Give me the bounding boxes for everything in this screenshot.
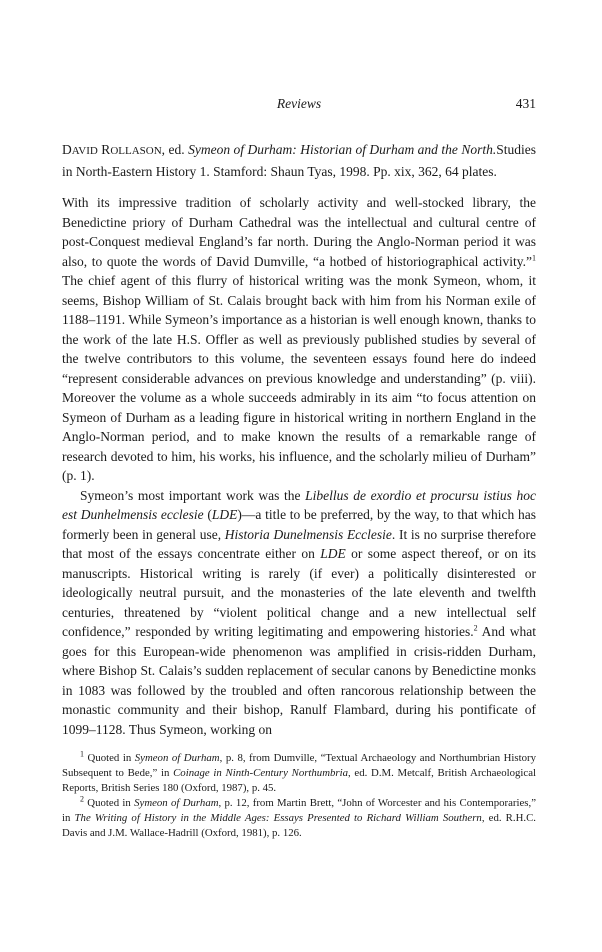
footnote-title: Symeon of Durham [134, 797, 219, 809]
lde-abbr: LDE [320, 546, 346, 561]
book-title: Symeon of Durham: Historian of Durham and the North. [188, 142, 497, 157]
footnote-text: , ed. R.H.C. Davis and J.M. Wallace-Hadrill (Oxford, 1981), p. 126. [62, 812, 536, 839]
footnote-title: The Writing of History in the Middle Ages: Essays Presented to Richard William Southern [74, 812, 482, 824]
footnote-number: 2 [80, 794, 84, 804]
footnote-ref-2: 2 [473, 623, 478, 633]
historia-title: Historia Dunelmensis Ecclesie [224, 526, 392, 542]
footnote-text: , p. 8, from Dumville, “Textual Archaeology and Northumbrian History Subsequent to Bede,” in [62, 752, 537, 779]
footnote-title: Symeon of Durham [134, 752, 220, 764]
editor-first-rest: AVID [71, 145, 98, 157]
lde-abbr: LDE [211, 507, 238, 522]
review-body [62, 193, 536, 739]
running-title: Reviews [276, 96, 322, 111]
p2-text-b: ( [203, 507, 212, 522]
book-citation [62, 140, 536, 181]
footnote-number: 1 [80, 749, 84, 759]
p1-text-b: The chief agent of this flurry of historical writing was the monk Symeon, whom, it seems, Bishop William of St. Calais brought back with him from his Norman exile of 1188–1191. While Symeon’s importance as a historian is well enough known, thanks to the work of the late H.S. Offler as well as previously published studies by several of the twelve contributors to this volume, the seventeen essays found here do indeed “represent considerable advances on previous knowledge and understanding” (p. viii). Moreover the volume as a whole succeeds admirably in its aim “to focus attention on Symeon of Durham as a leading figure in historical writing in northern England in the Anglo-Norman period, and to make known the results of a remarkable range of research devoted to him, his works, his influence, and the scholarly milieu of Durham” (p. 1). [62, 273, 536, 483]
footnote-text: Quoted in [84, 797, 135, 809]
footnote-text: Quoted in [84, 752, 135, 764]
p2-text-f: And what goes for this European-wide phenomenon was amplified in crisis-ridden Durham, where Bishop St. Calais’s sudden replacement of secular canons by Benedictine monks in 1083 was followed by the troubled and often rancorous relationship between the monastic community and their bishop, Ranulf Flambard, during his pontificate of 1099–1128. Thus Symeon, working on [62, 624, 536, 737]
footnote-title: Coinage in Ninth-Century Northumbria [173, 767, 349, 779]
p2-text-a: Symeon’s most important work was the [80, 487, 306, 503]
journal-page [62, 96, 536, 841]
p2-text-e: or some aspect thereof, or on its manuscripts. Historical writing is rarely (if ever) a politically disinterested or ideologically neutral pursuit, and the monasteries of the late eleventh and twelfth centuries, threatened by “violent political change and a new intellectual self confidence,” responded by writing legitimating and empowering histories. [62, 546, 536, 639]
editor-name [62, 142, 162, 157]
p2-text-d: . It is no surprise therefore that most of the essays concentrate either on [62, 526, 536, 561]
editor-first-initial: D [62, 142, 72, 157]
paragraph-2 [62, 486, 536, 740]
citation-details: Studies in North-Eastern History 1. Stamford: Shaun Tyas, 1998. Pp. xix, 362, 64 plates. [62, 142, 536, 179]
libellus-title: Libellus de exordio et procursu istius hoc est Dunhelmensis ecclesie [62, 487, 536, 522]
paragraph-1 [62, 193, 536, 486]
p1-text-a: With its impressive tradition of scholarly activity and well-stocked library, the Benedictine priory of Durham Cathedral was the intellectual and cultural centre of post-Conquest medieval England’s far north. During the Anglo-Norman period it was also, to quote the words of David Dumville, “a hotbed of historiographical activity.” [62, 195, 536, 269]
editor-last-initial: R [101, 142, 111, 157]
ed-label: , ed. [161, 142, 189, 157]
footnote-text: , ed. D.M. Metcalf, British Archaeological Reports, British Series 180 (Oxford, 1987), p. 45. [62, 767, 536, 794]
footnotes [62, 751, 536, 841]
running-header [62, 96, 536, 116]
page-number: 431 [515, 96, 536, 111]
p2-text-c: )—a title to be preferred, by the way, to that which has formerly been in general use, [62, 507, 537, 542]
footnote-2 [62, 796, 536, 841]
footnote-text: , p. 12, from Martin Brett, “John of Worcester and his Contemporaries,” in [62, 797, 536, 824]
footnote-1 [62, 751, 536, 796]
footnote-ref-1: 1 [532, 253, 536, 262]
editor-last-rest: OLLASON [110, 145, 162, 157]
